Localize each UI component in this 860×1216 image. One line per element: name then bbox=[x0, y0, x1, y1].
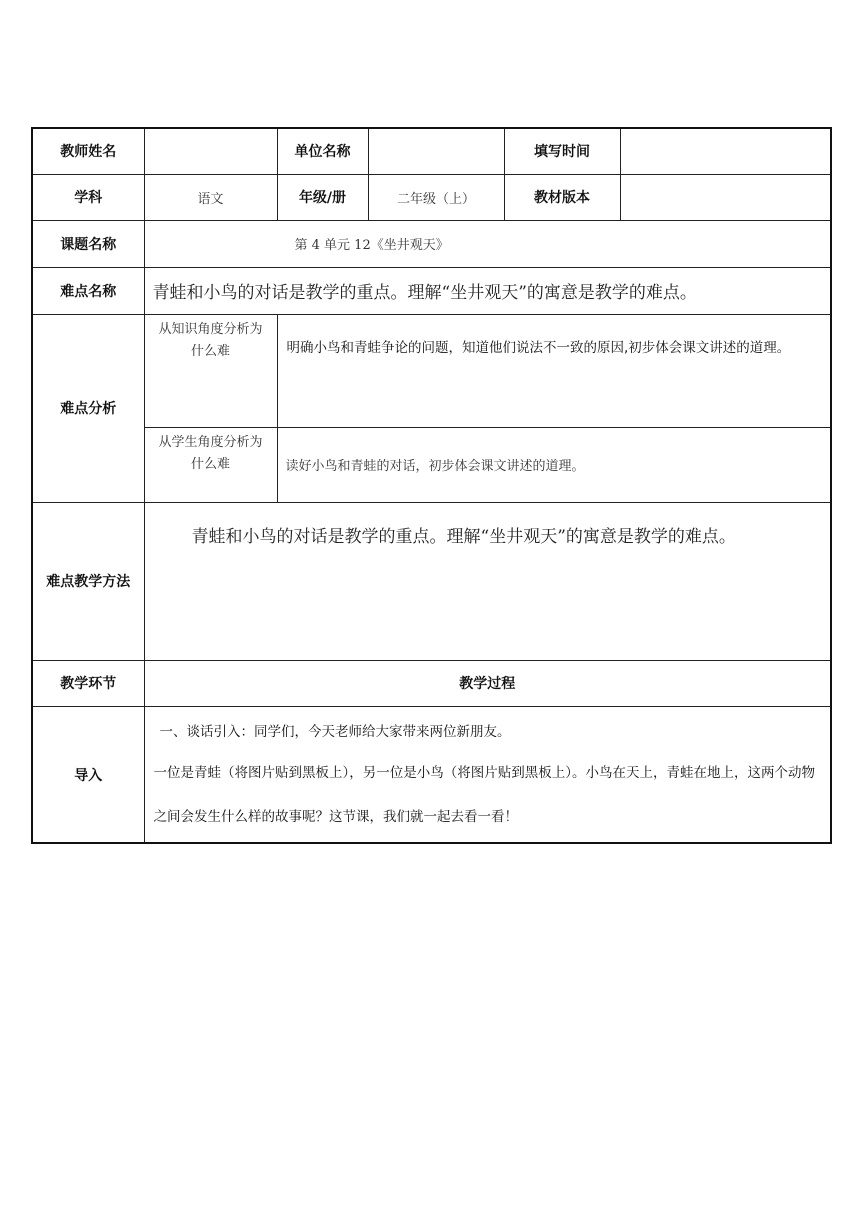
subject-label: 学科 bbox=[32, 174, 144, 220]
fill-time-value bbox=[620, 128, 831, 174]
lesson-title-value: 第 4 单元 12《坐井观天》 bbox=[144, 220, 831, 267]
unit-name-value bbox=[368, 128, 504, 174]
knowledge-analysis-text: 明确小鸟和青蛙争论的问题，知道他们说法不一致的原因,初步体会课文讲述的道理。 bbox=[277, 314, 831, 427]
teaching-method-label: 难点教学方法 bbox=[32, 502, 144, 660]
row-teaching-method bbox=[32, 502, 831, 660]
row-intro bbox=[32, 706, 831, 843]
row-student-analysis bbox=[32, 427, 831, 502]
student-analysis-text: 读好小鸟和青蛙的对话，初步体会课文讲述的道理。 bbox=[277, 427, 831, 502]
difficulty-name-value: 青蛙和小鸟的对话是教学的重点。理解“坐井观天”的寓意是教学的难点。 bbox=[144, 267, 831, 314]
row-subject bbox=[32, 174, 831, 220]
intro-line-2: 一位是青蛙（将图片贴到黑板上），另一位是小鸟（将图片贴到黑板上）。小鸟在天上，青蛙在地上，这两个动物之间会发生什么样的故事呢？这节课，我们就一起去看一看！ bbox=[153, 764, 815, 825]
grade-label: 年级/册 bbox=[277, 174, 368, 220]
fill-time-label: 填写时间 bbox=[504, 128, 620, 174]
difficulty-analysis-label: 难点分析 bbox=[32, 314, 144, 502]
row-teacher bbox=[32, 128, 831, 174]
grade-value: 二年级（上） bbox=[368, 174, 504, 220]
teacher-name-label: 教师姓名 bbox=[32, 128, 144, 174]
unit-name-label: 单位名称 bbox=[277, 128, 368, 174]
intro-stage-label: 导入 bbox=[32, 706, 144, 843]
row-knowledge-analysis bbox=[32, 314, 831, 427]
teacher-name-value bbox=[144, 128, 277, 174]
row-process-header bbox=[32, 660, 831, 706]
teaching-method-text: 青蛙和小鸟的对话是教学的重点。理解“坐井观天”的寓意是教学的难点。 bbox=[144, 502, 831, 660]
subject-value: 语文 bbox=[144, 174, 277, 220]
student-angle-label: 从学生角度分析为什么难 bbox=[144, 427, 277, 502]
teaching-process-header: 教学过程 bbox=[144, 660, 831, 706]
intro-process-cell bbox=[144, 706, 831, 843]
row-lesson-title bbox=[32, 220, 831, 267]
difficulty-name-label: 难点名称 bbox=[32, 267, 144, 314]
intro-line-1: 一、谈话引入：同学们，今天老师给大家带来两位新朋友。 bbox=[159, 723, 511, 740]
teaching-stage-header: 教学环节 bbox=[32, 660, 144, 706]
row-difficulty-name bbox=[32, 267, 831, 314]
lesson-title-label: 课题名称 bbox=[32, 220, 144, 267]
textbook-version-label: 教材版本 bbox=[504, 174, 620, 220]
knowledge-angle-label: 从知识角度分析为什么难 bbox=[144, 314, 277, 427]
textbook-version-value bbox=[620, 174, 831, 220]
lesson-plan-table bbox=[31, 127, 832, 844]
